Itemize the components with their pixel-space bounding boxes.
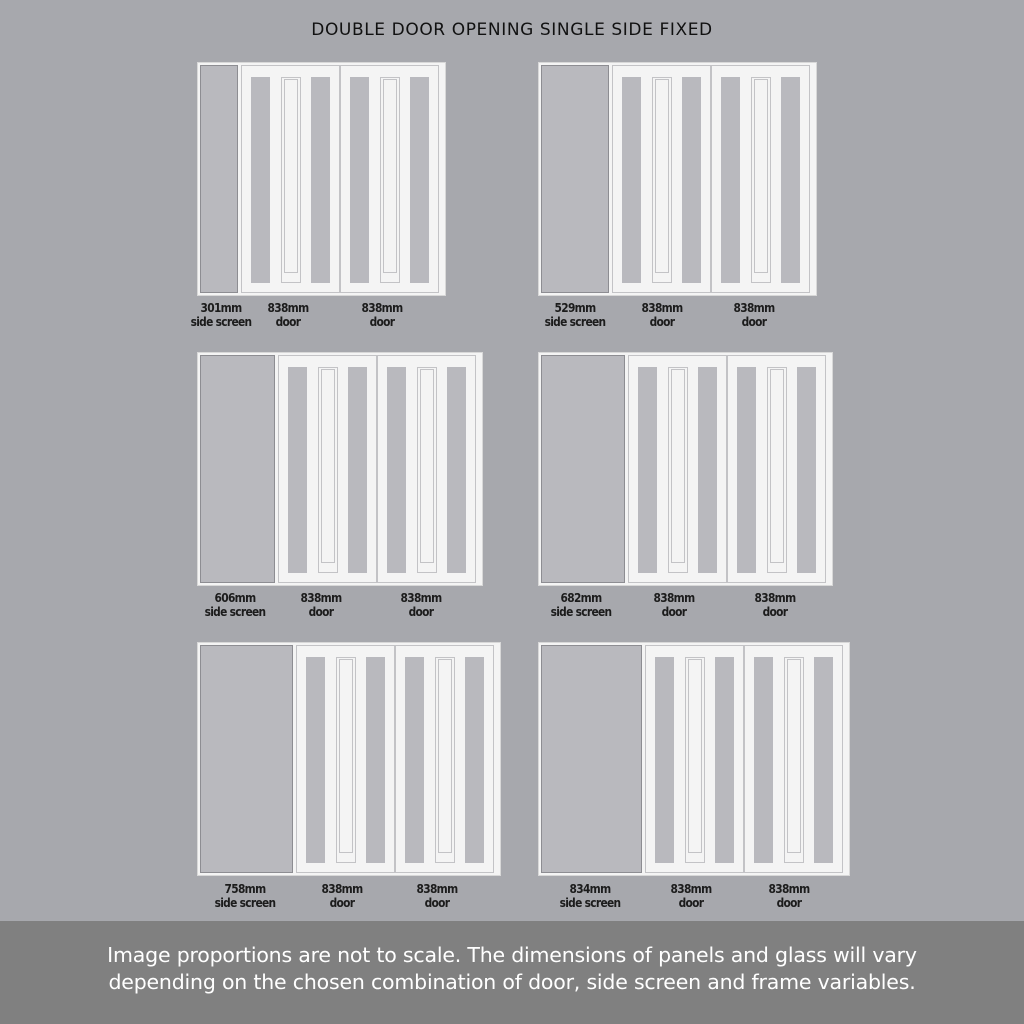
- door-glass-right: [311, 77, 330, 283]
- door-center-rail: [420, 369, 434, 563]
- door-glass-right: [465, 657, 484, 863]
- side-screen-label-width: 606mm: [214, 590, 256, 605]
- door-1-label-width: 838mm: [653, 590, 695, 605]
- side-screen-label-width: 301mm: [200, 300, 242, 315]
- door-1-label-width: 838mm: [321, 881, 363, 896]
- door-glass-left: [622, 77, 641, 283]
- door-1-label-type: door: [329, 895, 355, 910]
- door-glass-left: [737, 367, 756, 573]
- door-2-label-width: 838mm: [400, 590, 442, 605]
- door-glass-left: [655, 657, 674, 863]
- door-1-label-width: 838mm: [641, 300, 683, 315]
- door-center-rail: [787, 659, 801, 853]
- door-glass-right: [366, 657, 385, 863]
- door-glass-right: [781, 77, 800, 283]
- door-1-label-width: 838mm: [670, 881, 712, 896]
- side-screen-label-width: 529mm: [554, 300, 596, 315]
- door-glass-right: [447, 367, 466, 573]
- door-glass-left: [405, 657, 424, 863]
- diagram-title: DOUBLE DOOR OPENING SINGLE SIDE FIXED: [311, 20, 713, 40]
- door-center-rail: [321, 369, 335, 563]
- door-center-rail: [770, 369, 784, 563]
- side-screen-label-width: 758mm: [224, 881, 266, 896]
- door-1-label-type: door: [308, 604, 334, 619]
- door-2-label-width: 838mm: [361, 300, 403, 315]
- door-2-label: [712, 301, 797, 329]
- side-screen-label-type: side screen: [544, 314, 606, 329]
- side-screen-label: [533, 301, 618, 329]
- door-2-label-width: 838mm: [416, 881, 458, 896]
- door-2-label-type: door: [424, 895, 450, 910]
- door-2-label-type: door: [776, 895, 802, 910]
- door-2-label: [379, 591, 464, 619]
- door-1-label: [620, 301, 705, 329]
- side-screen-label-width: 834mm: [569, 881, 611, 896]
- door-2-label-width: 838mm: [733, 300, 775, 315]
- door-glass-right: [410, 77, 429, 283]
- side-screen-glass: [201, 646, 292, 872]
- side-screen-glass: [542, 356, 624, 582]
- door-center-rail: [438, 659, 452, 853]
- door-glass-right: [797, 367, 816, 573]
- side-screen-label: [539, 591, 624, 619]
- door-center-rail: [655, 79, 669, 273]
- side-screen-label-type: side screen: [559, 895, 621, 910]
- door-2-label-width: 838mm: [768, 881, 810, 896]
- door-1-label-type: door: [649, 314, 675, 329]
- side-screen-label: [548, 882, 633, 910]
- door-2-label-width: 838mm: [754, 590, 796, 605]
- door-1-label: [649, 882, 734, 910]
- door-1-label-type: door: [661, 604, 687, 619]
- side-screen-label-type: side screen: [190, 314, 252, 329]
- door-center-rail: [688, 659, 702, 853]
- door-2-label: [733, 591, 818, 619]
- door-2-label-type: door: [741, 314, 767, 329]
- door-glass-left: [387, 367, 406, 573]
- side-screen-label-type: side screen: [550, 604, 612, 619]
- door-glass-right: [682, 77, 701, 283]
- door-center-rail: [284, 79, 298, 273]
- door-glass-left: [306, 657, 325, 863]
- door-1-label-type: door: [678, 895, 704, 910]
- door-1-label-type: door: [275, 314, 301, 329]
- side-screen-label: [203, 882, 288, 910]
- door-2-label-type: door: [762, 604, 788, 619]
- door-2-label: [395, 882, 480, 910]
- side-screen-label-type: side screen: [204, 604, 266, 619]
- side-screen-glass: [201, 356, 274, 582]
- side-screen-glass: [201, 66, 237, 292]
- side-screen-label-width: 682mm: [560, 590, 602, 605]
- door-glass-left: [288, 367, 307, 573]
- door-glass-left: [251, 77, 270, 283]
- door-1-label: [246, 301, 331, 329]
- side-screen-label-type: side screen: [214, 895, 276, 910]
- door-glass-left: [638, 367, 657, 573]
- footer-line-2: depending on the chosen combination of door, side screen and frame variables.: [108, 970, 916, 994]
- door-1-label: [300, 882, 385, 910]
- door-center-rail: [671, 369, 685, 563]
- door-1-label-width: 838mm: [267, 300, 309, 315]
- door-glass-left: [754, 657, 773, 863]
- door-glass-right: [814, 657, 833, 863]
- door-glass-right: [698, 367, 717, 573]
- door-glass-left: [721, 77, 740, 283]
- door-2-label-type: door: [408, 604, 434, 619]
- door-center-rail: [383, 79, 397, 273]
- door-glass-right: [715, 657, 734, 863]
- door-center-rail: [339, 659, 353, 853]
- door-glass-right: [348, 367, 367, 573]
- side-screen-glass: [542, 66, 608, 292]
- door-1-label: [632, 591, 717, 619]
- door-glass-left: [350, 77, 369, 283]
- door-2-label-type: door: [369, 314, 395, 329]
- side-screen-glass: [542, 646, 641, 872]
- side-screen-label: [193, 591, 278, 619]
- door-1-label-width: 838mm: [300, 590, 342, 605]
- door-center-rail: [754, 79, 768, 273]
- door-1-label: [279, 591, 364, 619]
- door-2-label: [340, 301, 425, 329]
- door-2-label: [747, 882, 832, 910]
- footer-line-1: Image proportions are not to scale. The dimensions of panels and glass will vary: [107, 943, 917, 967]
- footer-note: [0, 942, 1024, 996]
